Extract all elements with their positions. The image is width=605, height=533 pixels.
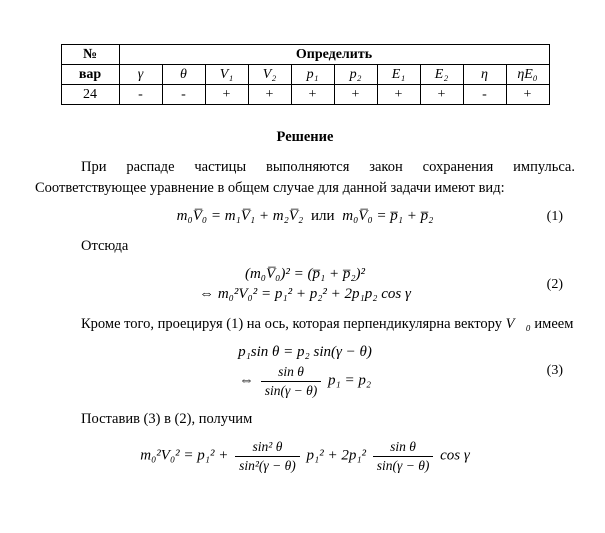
equation-4-tail: cos γ	[440, 447, 470, 464]
equation-3-line1: p₁sin θ = p₂ sin(γ − θ)	[238, 344, 372, 361]
equation-2-number: (2)	[546, 276, 563, 292]
solution-heading: Решение	[276, 129, 334, 145]
equation-1-left: m₀V̅₀ = m₁V̅₁ + m₂V̅₂	[176, 208, 304, 225]
equation-4-fraction-1-denominator: sin²(γ − θ)	[239, 457, 296, 473]
table-col-eta-e0: ηE₀	[506, 65, 549, 85]
table-col-v2: V₂	[248, 65, 291, 85]
equation-3-fraction	[261, 364, 322, 398]
equation-1-number: (1)	[546, 208, 563, 224]
equation-3-rhs: p₁ = p₂	[328, 372, 372, 389]
table-col-p1: p₁	[291, 65, 334, 85]
equation-2-line2: ⇔ m₀²V₀² = p₁² + p₂² + 2p₁p₂ cos γ	[199, 286, 411, 303]
paragraph-projection-start: Кроме того, проецируя (1) на ось, которая перпендикулярна вектору	[81, 316, 502, 333]
table-col-v1: V₁	[205, 65, 248, 85]
table-value-p2: +	[334, 85, 377, 105]
equation-4-lhs: m₀²V₀² = p₁² +	[140, 447, 229, 464]
table-variant-number: 24	[61, 85, 119, 105]
equation-3-line2	[35, 364, 575, 398]
table-value-theta: -	[162, 85, 205, 105]
equation-4-fraction-1	[235, 439, 300, 473]
paragraph-projection-end: имеем	[534, 316, 574, 333]
table-header-row	[61, 45, 549, 65]
equation-4	[35, 439, 575, 473]
equation-4-mid: p₁² + 2p₁²	[306, 447, 367, 464]
table-col-eta: η	[463, 65, 506, 85]
equation-2	[35, 266, 575, 303]
table-header-var: вар	[61, 65, 119, 85]
table-columns-row	[61, 65, 549, 85]
table-value-v2: +	[248, 85, 291, 105]
table-header-determine: Определить	[119, 45, 549, 65]
equation-3-fraction-numerator: sin θ	[261, 364, 322, 382]
equation-3-fraction-denominator: sin(γ − θ)	[264, 382, 318, 398]
equation-4-fraction-2-numerator: sin θ	[373, 439, 434, 457]
table-value-eta-e0: +	[506, 85, 549, 105]
table-header-num: №	[61, 45, 119, 65]
variant-table	[61, 44, 550, 105]
table-value-v1: +	[205, 85, 248, 105]
paragraph-projection	[35, 314, 575, 335]
table-col-gamma: γ	[119, 65, 162, 85]
paragraph-momentum: При распаде частицы выполняются закон сохранения импульса. Соответствующее уравнение в общем случае для данной задачи имеют вид:	[35, 159, 575, 197]
table-value-gamma: -	[119, 85, 162, 105]
paragraph-substitute: Поставив (3) в (2), получим	[81, 411, 253, 428]
equation-1-or: или	[310, 208, 335, 225]
equation-4-fraction-1-numerator: sin² θ	[235, 439, 300, 457]
table-value-e2: +	[420, 85, 463, 105]
equation-2-line1: (m₀V̅₀)² = (p̅₁ + p̅₂)²	[244, 266, 366, 283]
equation-3-number: (3)	[546, 363, 563, 379]
equation-3-iff: ⇔	[238, 372, 254, 389]
table-values-row	[61, 85, 549, 105]
equation-3	[35, 344, 575, 398]
vector-v0: V⃗₀	[505, 316, 531, 333]
word-hence: Отсюда	[81, 238, 129, 255]
table-col-e2: E₂	[420, 65, 463, 85]
equation-4-fraction-2-denominator: sin(γ − θ)	[376, 457, 430, 473]
equation-1-right: m₀V̅₀ = p̅₁ + p̅₂	[342, 208, 434, 225]
table-col-e1: E₁	[377, 65, 420, 85]
table-value-eta: -	[463, 85, 506, 105]
table-col-theta: θ	[162, 65, 205, 85]
table-value-e1: +	[377, 85, 420, 105]
table-col-p2: p₂	[334, 65, 377, 85]
equation-4-fraction-2	[373, 439, 434, 473]
table-value-p1: +	[291, 85, 334, 105]
equation-1	[35, 208, 575, 225]
